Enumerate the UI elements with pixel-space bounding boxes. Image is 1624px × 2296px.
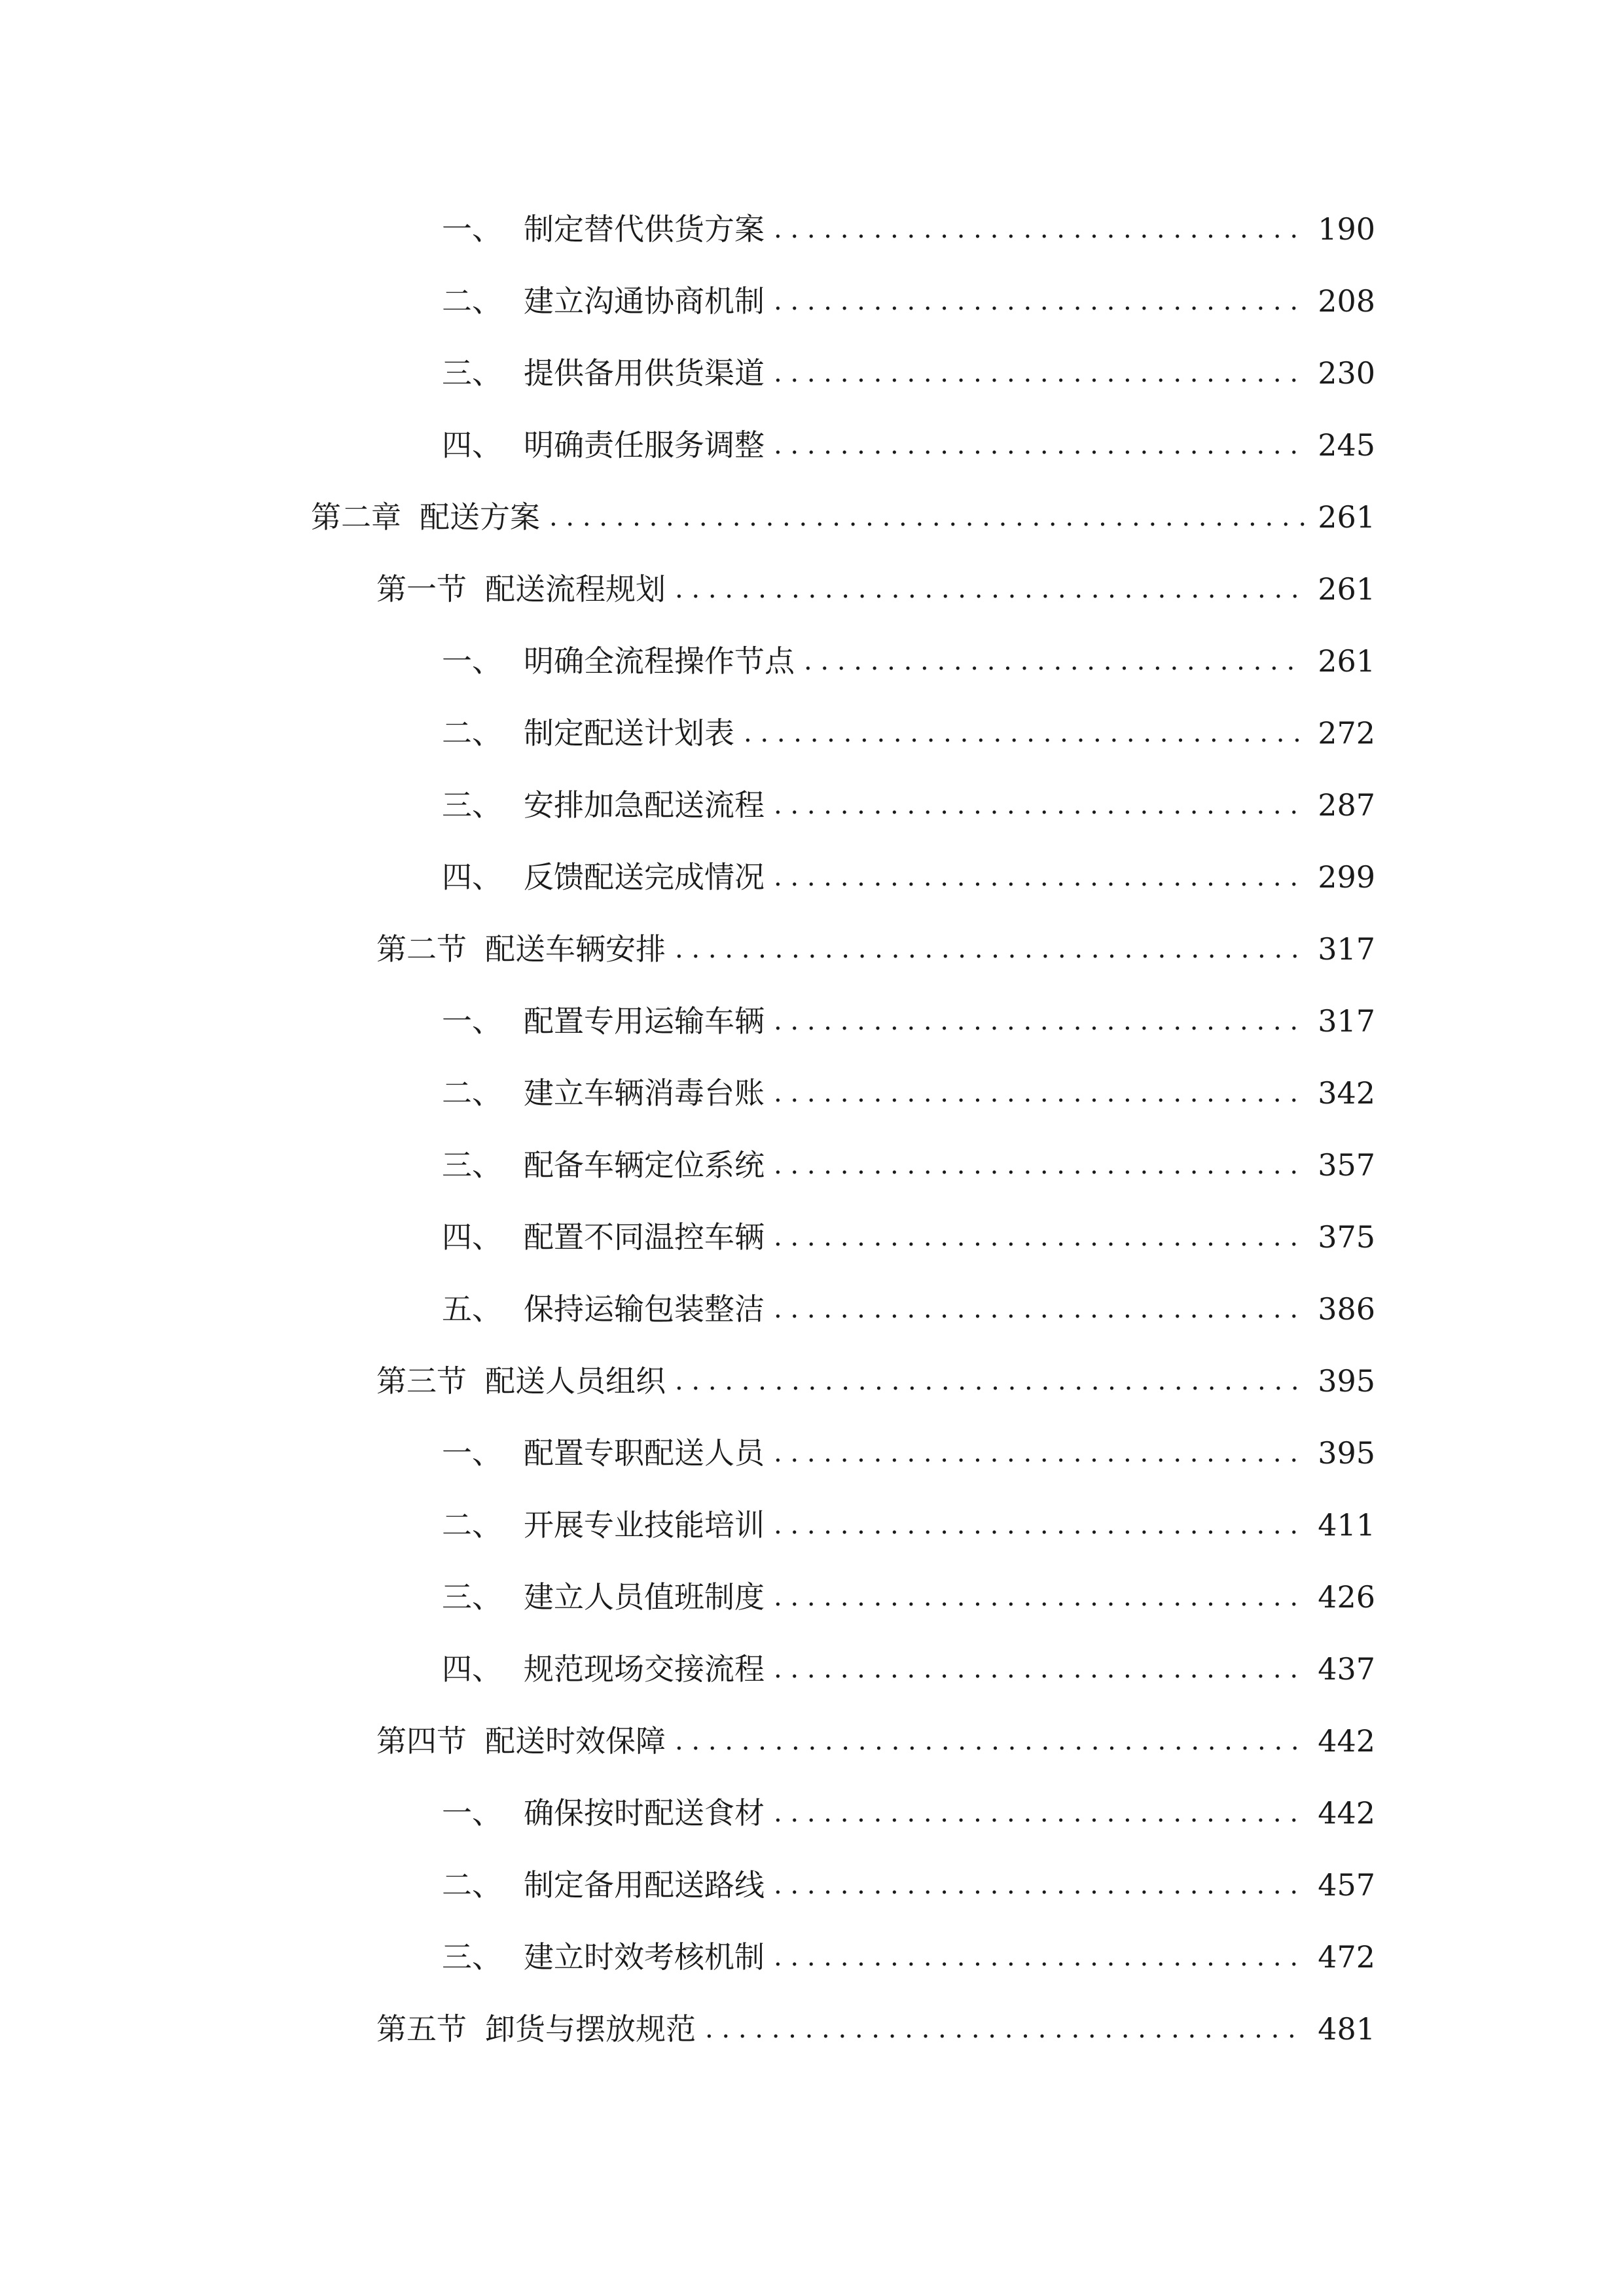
entry-number: 三、	[442, 1579, 502, 1615]
entry-title: 反馈配送完成情况	[524, 859, 765, 895]
toc-entry[interactable]	[442, 779, 1375, 831]
dot-leader	[774, 851, 1305, 903]
entry-number: 第二章	[311, 499, 401, 535]
page-number: 208	[1318, 283, 1375, 319]
entry-title: 提供备用供货渠道	[524, 355, 765, 391]
toc-entry-section[interactable]	[376, 2003, 1375, 2055]
page-number: 472	[1318, 1939, 1375, 1975]
dot-leader	[774, 1499, 1305, 1551]
dot-leader	[675, 1355, 1305, 1407]
toc-entry[interactable]	[442, 1787, 1375, 1839]
entry-number: 三、	[442, 355, 502, 391]
dot-leader	[774, 275, 1305, 327]
entry-number: 四、	[442, 1651, 502, 1687]
dot-leader	[774, 1427, 1305, 1479]
entry-title: 安排加急配送流程	[524, 787, 765, 823]
entry-number: 一、	[442, 1435, 502, 1471]
entry-number: 三、	[442, 1939, 502, 1975]
entry-title: 明确责任服务调整	[524, 427, 765, 463]
page-number: 261	[1318, 499, 1375, 535]
dot-leader	[774, 995, 1305, 1047]
entry-number: 二、	[442, 1867, 502, 1903]
entry-number: 四、	[442, 859, 502, 895]
dot-leader	[774, 1931, 1305, 1983]
entry-number: 一、	[442, 643, 502, 679]
toc-entry[interactable]	[442, 1211, 1375, 1263]
entry-title: 配置专用运输车辆	[524, 1003, 765, 1039]
page-number: 261	[1318, 571, 1375, 607]
dot-leader	[774, 1859, 1305, 1911]
toc-entry-section[interactable]	[376, 1355, 1375, 1407]
entry-number: 二、	[442, 715, 502, 751]
dot-leader	[774, 1643, 1305, 1695]
page-number: 442	[1318, 1795, 1375, 1831]
entry-title: 卸货与摆放规范	[485, 2011, 696, 2047]
page-number: 317	[1318, 931, 1375, 967]
page-number: 245	[1318, 427, 1375, 463]
entry-number: 三、	[442, 787, 502, 823]
entry-number: 第五节	[376, 2011, 467, 2047]
page-number: 342	[1318, 1075, 1375, 1111]
page-number: 442	[1318, 1723, 1375, 1759]
entry-title: 明确全流程操作节点	[524, 643, 795, 679]
entry-number: 一、	[442, 1003, 502, 1039]
toc-entry-section[interactable]	[376, 563, 1375, 615]
dot-leader	[705, 2003, 1305, 2055]
toc-entry[interactable]	[442, 1427, 1375, 1479]
dot-leader	[804, 635, 1305, 687]
dot-leader	[549, 491, 1305, 543]
entry-number: 四、	[442, 1219, 502, 1255]
entry-number: 二、	[442, 1075, 502, 1111]
toc-entry-section[interactable]	[376, 923, 1375, 975]
entry-title: 建立人员值班制度	[524, 1579, 765, 1615]
entry-number: 第三节	[376, 1363, 467, 1399]
dot-leader	[774, 1571, 1305, 1623]
entry-number: 四、	[442, 427, 502, 463]
toc-entry[interactable]	[442, 275, 1375, 327]
entry-number: 一、	[442, 1795, 502, 1831]
dot-leader	[675, 923, 1305, 975]
page-number: 299	[1318, 859, 1375, 895]
entry-number: 二、	[442, 1507, 502, 1543]
entry-title: 配送方案	[420, 499, 540, 535]
dot-leader	[744, 707, 1305, 759]
dot-leader	[774, 779, 1305, 831]
entry-number: 第二节	[376, 931, 467, 967]
entry-title: 制定备用配送路线	[524, 1867, 765, 1903]
entry-number: 二、	[442, 283, 502, 319]
dot-leader	[774, 1139, 1305, 1191]
toc-entry[interactable]	[442, 1643, 1375, 1695]
entry-number: 五、	[442, 1291, 502, 1327]
page-number: 411	[1318, 1507, 1375, 1543]
dot-leader	[774, 347, 1305, 399]
page-number: 357	[1318, 1147, 1375, 1183]
entry-title: 配送人员组织	[485, 1363, 666, 1399]
dot-leader	[774, 1787, 1305, 1839]
page-number: 386	[1318, 1291, 1375, 1327]
dot-leader	[774, 203, 1305, 255]
page-number: 395	[1318, 1363, 1375, 1399]
toc-entry[interactable]	[442, 995, 1375, 1047]
entry-title: 配备车辆定位系统	[524, 1147, 765, 1183]
entry-number: 第一节	[376, 571, 467, 607]
toc-entry[interactable]	[442, 635, 1375, 687]
dot-leader	[774, 1283, 1305, 1335]
entry-title: 配送车辆安排	[485, 931, 666, 967]
dot-leader	[675, 563, 1305, 615]
entry-title: 制定配送计划表	[524, 715, 734, 751]
dot-leader	[774, 419, 1305, 471]
entry-title: 配送时效保障	[485, 1723, 666, 1759]
entry-title: 制定替代供货方案	[524, 211, 765, 247]
page-number: 287	[1318, 787, 1375, 823]
page-number: 481	[1318, 2011, 1375, 2047]
toc-entry[interactable]	[442, 419, 1375, 471]
page-number: 272	[1318, 715, 1375, 751]
dot-leader	[774, 1211, 1305, 1263]
dot-leader	[675, 1715, 1305, 1767]
toc-entry[interactable]	[442, 347, 1375, 399]
toc-entry[interactable]	[442, 203, 1375, 255]
page-number: 190	[1318, 211, 1375, 247]
entry-title: 建立沟通协商机制	[524, 283, 765, 319]
entry-title: 建立时效考核机制	[524, 1939, 765, 1975]
toc-entry[interactable]	[442, 1067, 1375, 1119]
page-number: 457	[1318, 1867, 1375, 1903]
toc-entry[interactable]	[442, 1139, 1375, 1191]
entry-title: 保持运输包装整洁	[524, 1291, 765, 1327]
toc-entry[interactable]	[442, 1931, 1375, 1983]
entry-title: 配置专职配送人员	[524, 1435, 765, 1471]
entry-title: 规范现场交接流程	[524, 1651, 765, 1687]
page-number: 426	[1318, 1579, 1375, 1615]
entry-title: 配置不同温控车辆	[524, 1219, 765, 1255]
entry-title: 开展专业技能培训	[524, 1507, 765, 1543]
entry-title: 确保按时配送食材	[524, 1795, 765, 1831]
toc-entry[interactable]	[442, 1571, 1375, 1623]
page-number: 375	[1318, 1219, 1375, 1255]
page-number: 317	[1318, 1003, 1375, 1039]
toc-entry[interactable]	[442, 707, 1375, 759]
toc-entry[interactable]	[442, 1499, 1375, 1551]
page-number: 437	[1318, 1651, 1375, 1687]
page-number: 395	[1318, 1435, 1375, 1471]
dot-leader	[774, 1067, 1305, 1119]
page-number: 230	[1318, 355, 1375, 391]
entry-title: 配送流程规划	[485, 571, 666, 607]
entry-title: 建立车辆消毒台账	[524, 1075, 765, 1111]
entry-number: 第四节	[376, 1723, 467, 1759]
toc-entry[interactable]	[442, 1283, 1375, 1335]
toc-entry[interactable]	[442, 851, 1375, 903]
page-number: 261	[1318, 643, 1375, 679]
entry-number: 一、	[442, 211, 502, 247]
entry-number: 三、	[442, 1147, 502, 1183]
toc-entry-section[interactable]	[376, 1715, 1375, 1767]
toc-entry[interactable]	[442, 1859, 1375, 1911]
toc-entry-chapter[interactable]	[311, 491, 1375, 543]
